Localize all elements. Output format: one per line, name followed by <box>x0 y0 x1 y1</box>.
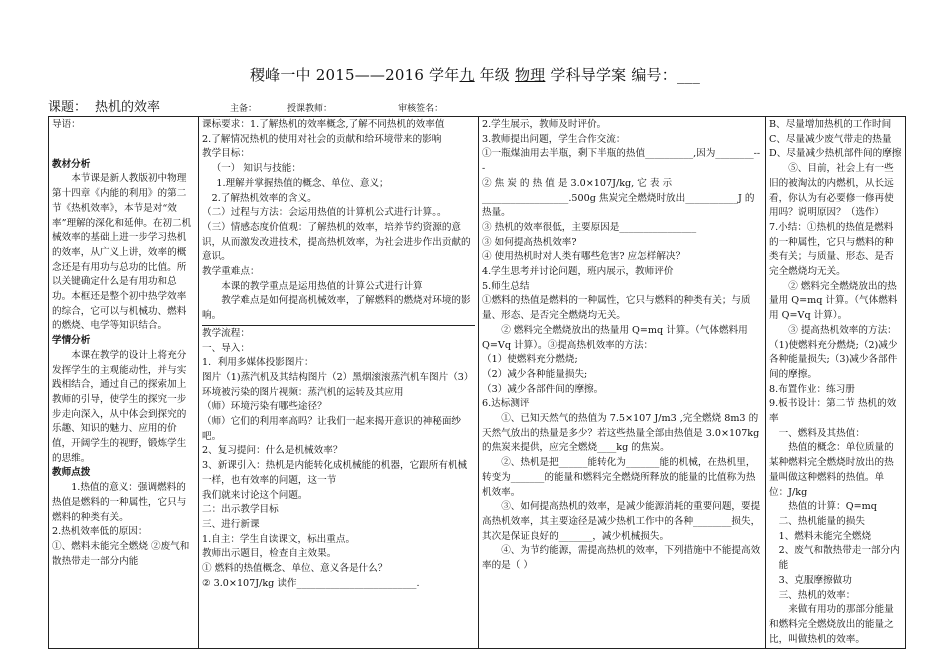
curriculum-requirement-1: 课标要求：1.了解热机的效率概念,了解不同热机的效率值 <box>202 119 445 130</box>
assessment-1: ①、已知天然气的热值为 7.5×107 J/m3 ,完全燃烧 8m3 的天然气放出的热量是多少？若这些热量全部由热值是 3.0×107kg 的焦炭来提供，应完全燃烧____kg 的焦炭。 <box>482 413 760 454</box>
objective-process: （二）过程与方法：会运用热值的计算机公式进行计算。。 <box>202 207 447 219</box>
column-objectives <box>199 117 479 649</box>
cooperation-heading: 3.教师提出问题，学生合作交流： <box>482 133 626 145</box>
textbook-analysis-heading: 教材分析 <box>52 158 91 170</box>
column-guide <box>49 117 199 649</box>
number-blank: ___ <box>676 66 701 84</box>
objective-knowledge-1: 1.理解并掌握热值的概念、单位、意义； <box>216 177 389 189</box>
title-mid1: 年级 <box>474 66 515 84</box>
divider <box>202 325 475 326</box>
summary-1: ①燃料的热值是燃料的一种属性，它只与燃料的种类有关；与质量、形态、是否完全燃烧均无关。 <box>482 295 751 322</box>
new-lesson-intro-2: 我们就来讨论这个问题。 <box>202 489 308 501</box>
lesson-title: 热机的效率 <box>95 100 161 115</box>
objective-attitude: （三）情感态度价值观：了解热机的效率，培养节约资源的意识，从而激发改进技术，提高热机效率，为社会进步作出贡献的意识。 <box>202 221 471 263</box>
board-formula: 热值的计算：Q=mq <box>788 501 877 513</box>
new-lesson-heading: 三、进行新课 <box>202 518 260 530</box>
assessment-3: ③、如何提高热机的效率，是减少能源消耗的重要问题，要提高热机效率，其主要途径是减少热机工作中的各种________损失，其次是保证良好的_______，减少机械损失。 <box>482 501 761 542</box>
column-activities <box>479 117 766 649</box>
conclusion-3: ③ 提高热机效率的方法： <box>788 324 897 336</box>
board-loss-1: 1、燃料未能完全燃烧 <box>778 530 872 542</box>
column-board <box>766 117 906 649</box>
assessment-4: ④、为节约能源，需提高热机的效率，下列措施中不能提高效率的是（ ） <box>482 545 761 572</box>
student-analysis-text: 本课在教学的设计上将充分发挥学生的主观能动性，并与实践相结合，通过自己的探索加上教师的引导，使学生的探究一步步走向深入，从中体会到探究的乐趣、知识的魅力、应用的价值，开阔学生的视野，锻炼学生的思维。 <box>52 349 187 464</box>
new-lesson-intro: 3、新课引入：热机是内能转化成机械能的机器，它跟所有机械一样，也有效率的问题，这一节 <box>202 460 468 486</box>
intro-step-1: 1．利用多媒体投影图片： <box>202 357 314 369</box>
conclusion-2: ② 燃料完全燃烧放出的热量用 Q=mq 计算。（气体燃料用 Q=Vq 计算）。 <box>769 280 898 322</box>
question-coke: ② 焦 炭 的 热 值 是 3.0×107J/kg, 它 表 示__________________.500g 焦炭完全燃烧时放出___________J 的热量。 <box>482 177 755 219</box>
teacher-tip-2: 2.热机效率低的原因： <box>52 526 148 538</box>
question-harm: ④ 使用热机时对人类有哪些危害? 应怎样解决？ <box>482 251 686 263</box>
board-section-1: 一、燃料及其热值： <box>778 427 865 439</box>
method-2: （2）减少各种能量损失; <box>482 368 588 380</box>
question-improve: ③ 如何提高热机效率? <box>482 236 577 248</box>
teacher-tips-heading: 教师点拨 <box>52 467 91 479</box>
conclusion-methods: （1)使燃料充分燃烧;（2)减少各种能量损失;（3)减少各部件间的摩擦。 <box>769 339 898 380</box>
guide-intro: 导语： <box>52 119 81 130</box>
subject-field: 物理 <box>514 66 546 84</box>
leader-label: 主备： <box>230 104 258 114</box>
board-efficiency: 来做有用功的那部分能量和燃料完全燃烧放出的能量之比，叫做热机的效率。 <box>769 604 894 645</box>
option-d: D、尽量减少热机部件间的摩擦 <box>769 148 902 160</box>
objective-knowledge: （一） 知识与技能： <box>211 163 301 175</box>
question-heat-value: ① 燃料的热值概念、单位、意义各是什么？ <box>202 563 388 575</box>
show-objectives: 二：出示教学目标 <box>202 504 279 516</box>
board-section-3: 三、热机的效率： <box>778 589 856 601</box>
discussion: 4.学生思考并讨论问题，班内展示，教师评价 <box>482 266 674 278</box>
board-loss-2: 2、废气和散热带走一部分内能 <box>778 545 900 572</box>
assessment-heading: 6.达标测评 <box>482 398 530 410</box>
textbook-analysis-text: 本节课是新人教版初中物理第十四章《内能的利用》的第二节《热机效率》，本节是对“效率”理解的深化和延伸。在初二机械效率的基础上进一步学习热机的效率，从广义上讲，效率的概念还是有用功与总功的比值。所以关键确定什么是有用功和总功。本框还是整个初中热学效率的综合，它可以与机械功、燃料的燃烧、电学等知识结合。 <box>52 173 192 332</box>
key-point: 本课的教学重点是运用热值的计算公式进行计算 <box>221 280 423 292</box>
teacher-label: 授课教师： <box>287 104 333 114</box>
self-study: 1.自主：学生自读课文，标出重点。 <box>202 533 356 545</box>
board-loss-3: 3、克服摩擦做功 <box>778 574 852 586</box>
answer-blank: _________________________. <box>296 577 420 589</box>
objectives-heading: 教学目标： <box>202 148 250 160</box>
teacher-question-2: （师）它们的利用率高吗？让我们一起来揭开意识的神秘面纱吧。 <box>202 416 462 442</box>
title-mid2: 学科导学案 编号： <box>545 66 677 84</box>
question-kerosene: ①一瓶煤油用去半瓶，剩下半瓶的热值__________,因为________--- <box>482 148 761 175</box>
option-c: C、尽量减少废气带走的热量 <box>769 133 892 145</box>
question-5: ⑤、目前，社会上有一些旧的被淘汰的内燃机，从长远看，你认为有必要修一修再使用吗？说明原因？（选作） <box>769 163 894 219</box>
difficult-point: 教学难点是如何提高机械效率，了解燃料的燃烧对环境的影响。 <box>202 295 471 322</box>
procedure-heading: 教学流程： <box>202 327 250 339</box>
student-show: 2.学生展示，教师及时评价。 <box>482 119 607 130</box>
question-low-efficiency: ③ 热机的效率很低，主要原因是________________ <box>482 221 697 233</box>
intro-heading: 一、导入： <box>202 342 250 354</box>
teacher-tip-1: 1.热值的意义：强调燃料的热值是燃料的一种属性，它只与燃料的种类有关。 <box>52 482 187 523</box>
method-1: （1）使燃料充分燃烧; <box>482 354 578 366</box>
lesson-table <box>48 116 906 649</box>
student-analysis-heading: 学情分析 <box>52 335 91 347</box>
lesson-header <box>48 96 443 114</box>
page-title <box>0 64 950 85</box>
assessment-2: ②、热机是把______能转化为_______能的机械，在热机里，转变为_______的能量和燃料完全燃烧所释放的能量的比值称为热机效率。 <box>482 457 756 498</box>
review-question: 2、复习提问：什么是机械效率？ <box>202 445 343 457</box>
check-self-study: 教师出示题目，检查自主效果。 <box>202 548 337 560</box>
summary-2: ② 燃料完全燃烧放出的热量用 Q=mq 计算。（气体燃料用 Q=Vq 计算）。③提高热机效率的方法： <box>482 324 748 351</box>
question-read-value: ② 3.0×107J/kg 读作_________________________. <box>202 577 420 589</box>
board-heat-value: 热值的概念：单位质量的某种燃料完全燃烧时放出的热量叫做这种燃料的热值。单位：J/kg <box>769 442 894 498</box>
intro-images: 图片（1)蒸汽机及其结构图片（2）黑烟滚滚蒸汽机车图片（3）环境被污染的图片视频：蒸汽机的运转及其应用 <box>202 371 474 398</box>
summary-heading: 5.师生总结 <box>482 280 530 292</box>
reviewer-label: 审核签名： <box>398 104 444 114</box>
method-3: （3）减少各部件间的摩擦。 <box>482 383 604 395</box>
board-design: 9.板书设计：第二节 热机的效率 <box>769 398 897 425</box>
grade-field: 九 <box>459 66 475 84</box>
curriculum-requirement-2: 2.了解情况热机的使用对社会的贡献和给环境带来的影响 <box>202 133 442 145</box>
conclusion: 7.小结：①热机的热值是燃料的一种属性，它只与燃料的种类有关；与质量、形态、是否完全燃烧均无关。 <box>769 221 894 278</box>
objective-knowledge-2: 2.了解热机效率的含义。 <box>211 192 317 204</box>
teacher-question-1: （师）环境污染有哪些途径？ <box>202 401 327 413</box>
lesson-label: 课题： <box>48 100 88 115</box>
title-prefix: 稷峰一中 2015——2016 学年 <box>249 66 460 84</box>
teacher-tip-2-detail: ①、燃料未能完全燃烧 ②废气和散热带走一部分内能 <box>52 540 190 567</box>
option-b: B、尽量增加热机的工作时间 <box>769 119 892 130</box>
board-section-2: 二、热机能量的损失 <box>778 515 865 527</box>
key-points-heading: 教学重难点： <box>202 266 260 278</box>
homework: 8.布置作业：练习册 <box>769 383 855 395</box>
